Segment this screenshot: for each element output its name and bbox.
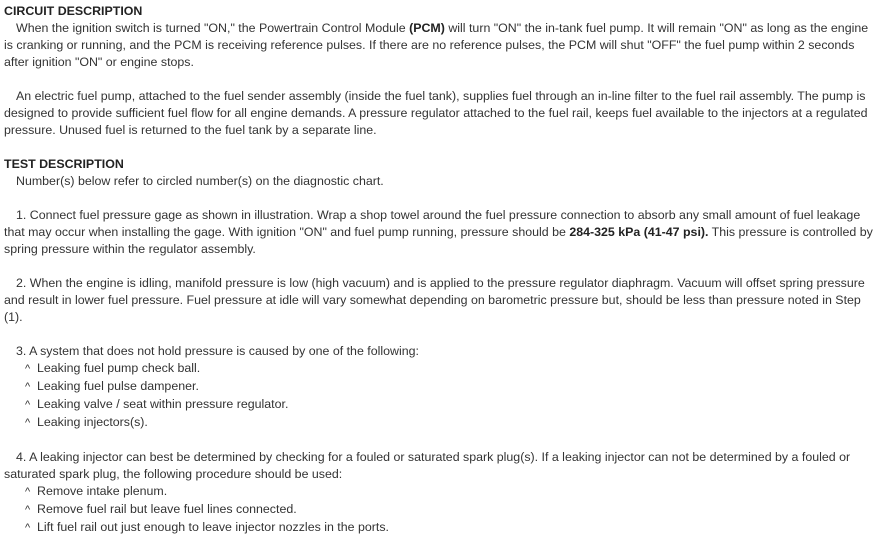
circuit-p1-text-b: will turn "ON" the in-tank fuel pump. It will remain "ON" as long as the engine is cranking or running, and the PCM is receiving reference pulses. If there are no reference pulses, the PCM will shut "OFF" the fuel pump within 2 seconds after ignition "ON" or engine stops. <box>4 21 869 69</box>
test-step-2: 2. When the engine is idling, manifold pressure is low (high vacuum) and is applied to the pressure regulator diaphragm. Vacuum will offset spring pressure and result in lower fuel pressure. Fuel pressure at idle will vary somewhat depending on barometric pressure but, should be less than pressure noted in Step (1). <box>4 276 865 324</box>
step1-bold-pressure: 284-325 kPa (41-47 psi). <box>569 225 709 239</box>
list-item <box>4 414 875 432</box>
spacer <box>4 71 875 88</box>
list-item-text: Leaking injectors(s). <box>37 415 148 429</box>
caret-icon: ^ <box>25 504 31 516</box>
circuit-paragraph-1 <box>4 20 875 71</box>
list-item-text: Lift fuel rail out just enough to leave injector nozzles in the ports. <box>37 520 389 534</box>
list-item-text: Leaking fuel pulse dampener. <box>37 379 199 393</box>
list-item <box>4 501 875 519</box>
list-item-text: Remove fuel rail but leave fuel lines connected. <box>37 502 297 516</box>
list-item <box>4 378 875 396</box>
step3-bullet-list <box>4 360 875 432</box>
caret-icon: ^ <box>25 363 31 375</box>
caret-icon: ^ <box>25 522 31 534</box>
caret-icon: ^ <box>25 381 31 393</box>
test-intro: Number(s) below refer to circled number(s) on the diagnostic chart. <box>16 174 384 188</box>
spacer <box>4 326 875 343</box>
list-item-text: Remove intake plenum. <box>37 484 168 498</box>
caret-icon: ^ <box>25 399 31 411</box>
circuit-p1-bold: (PCM) <box>409 21 445 35</box>
circuit-paragraph-2: An electric fuel pump, attached to the fuel sender assembly (inside the fuel tank), supplies fuel through an in-line filter to the fuel rail assembly. The pump is designed to provide sufficient fuel flow for all engine demands. A pressure regulator attached to the fuel rail, keeps fuel available to the injectors at a regulated pressure. Unused fuel is returned to the fuel tank by a separate line. <box>4 89 868 137</box>
test-description-heading: TEST DESCRIPTION <box>4 157 124 171</box>
list-item <box>4 396 875 414</box>
spacer <box>4 258 875 275</box>
test-step-3: 3. A system that does not hold pressure is caused by one of the following: <box>16 344 419 358</box>
step1-text-a: 1. Connect fuel pressure gage as shown in illustration. Wrap a shop towel around the fuel pressure connection to absorb any small amount of fuel leakage that may occur when installing the gage. With ignition "ON" and fuel pump running, pressure should be <box>4 208 861 239</box>
caret-icon: ^ <box>25 417 31 429</box>
list-item <box>4 483 875 501</box>
step1-text-b: This pressure is controlled by spring pressure within the regulator assembly. <box>4 225 873 256</box>
caret-icon: ^ <box>25 486 31 498</box>
step4-bullet-list <box>4 483 875 537</box>
list-item-text: Leaking fuel pump check ball. <box>37 361 201 375</box>
list-item-text: Leaking valve / seat within pressure regulator. <box>37 397 289 411</box>
list-item <box>4 519 875 537</box>
circuit-description-heading: CIRCUIT DESCRIPTION <box>4 4 143 18</box>
spacer <box>4 190 875 207</box>
test-step-1 <box>4 207 875 258</box>
test-step-4: 4. A leaking injector can best be determined by checking for a fouled or saturated spark plug(s). If a leaking injector can not be determined by a fouled or saturated spark plug, the following procedure should be used: <box>4 450 851 481</box>
spacer <box>4 139 875 156</box>
spacer <box>4 432 875 449</box>
list-item <box>4 360 875 378</box>
circuit-p1-text-a: When the ignition switch is turned "ON," the Powertrain Control Module <box>16 21 410 35</box>
